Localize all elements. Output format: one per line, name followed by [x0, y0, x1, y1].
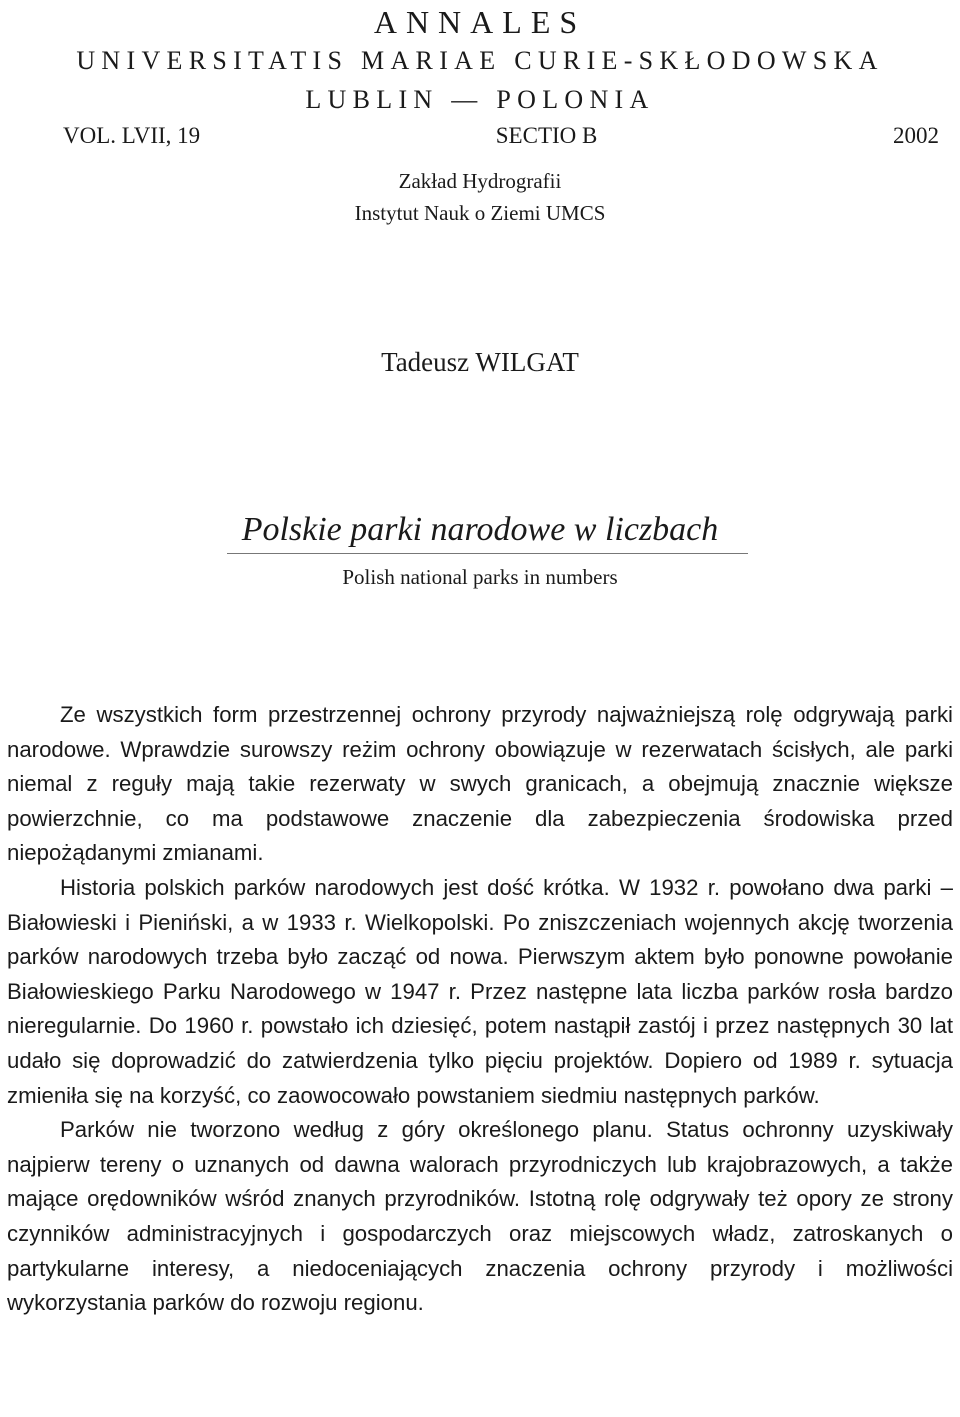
body-paragraph: Ze wszystkich form przestrzennej ochrony przyrody najważniejszą rolę odgrywają parki narodowe. Wprawdzie surowszy reżim ochrony obowiązuje w rezerwatach ścisłych, ale parki niemal z reguły mają takie rezerwaty w swych granicach, a obejmują znacznie większe powierzchnie, co ma podstawowe znaczenie dla zabezpieczenia środowiska przed niepożądanymi zmianami. [7, 702, 953, 866]
body-paragraph: Parków nie tworzono według z góry określonego planu. Status ochronny uzyskiwały najpierw tereny o uznanych od dawna walorach przyrodniczych lub krajobrazowych, a także mające orędowników wśród znanych przyrodników. Istotną rolę odgrywały też opory ze strony czynników administracyjnych i gospodarczych oraz miejscowych władz, zatroskanych o partykularne interesy, a niedoceniających znaczenia ochrony przyrody i możliwości wykorzystania parków do rozwoju regionu. [7, 1117, 953, 1316]
journal-name: ANNALES [373, 4, 587, 40]
title-divider [227, 553, 748, 554]
publication-year: 2002 [892, 123, 939, 148]
article-body [7, 698, 953, 1321]
journal-section: SECTIO B [495, 123, 598, 148]
volume-row [63, 120, 939, 152]
affiliation-department: Zakład Hydrografii [398, 169, 562, 193]
article-title-english: Polish national parks in numbers [342, 565, 618, 589]
body-paragraph: Historia polskich parków narodowych jest dość krótka. W 1932 r. powołano dwa parki – Białowieski i Pieniński, a w 1933 r. Wielkopolski. Po zniszczeniach wojennych akcję tworzenia parków narodowych trzeba było zacząć od nowa. Pierwszym aktem było ponowne powołanie Białowieskiego Parku Narodowego w 1947 r. Przez następne lata liczba parków rosła bardzo nieregularnie. Do 1960 r. powstało ich dziesięć, potem nastąpił zastój i przez następnych 30 lat udało się doprowadzić do zatwierdzenia tylko pięciu projektów. Dopiero od 1989 r. sytuacja zmieniła się na korzyść, co zaowocowało powstaniem siedmiu następnych parków. [7, 874, 953, 1108]
affiliation-institute: Instytut Nauk o Ziemi UMCS [354, 201, 606, 225]
article-title: Polskie parki narodowe w liczbach [241, 511, 719, 548]
journal-university: UNIVERSITATIS MARIAE CURIE-SKŁODOWSKA [76, 46, 884, 75]
author-name: Tadeusz WILGAT [381, 347, 579, 377]
journal-place: LUBLIN — POLONIA [305, 85, 655, 114]
volume-number: VOL. LVII, 19 [63, 123, 201, 148]
